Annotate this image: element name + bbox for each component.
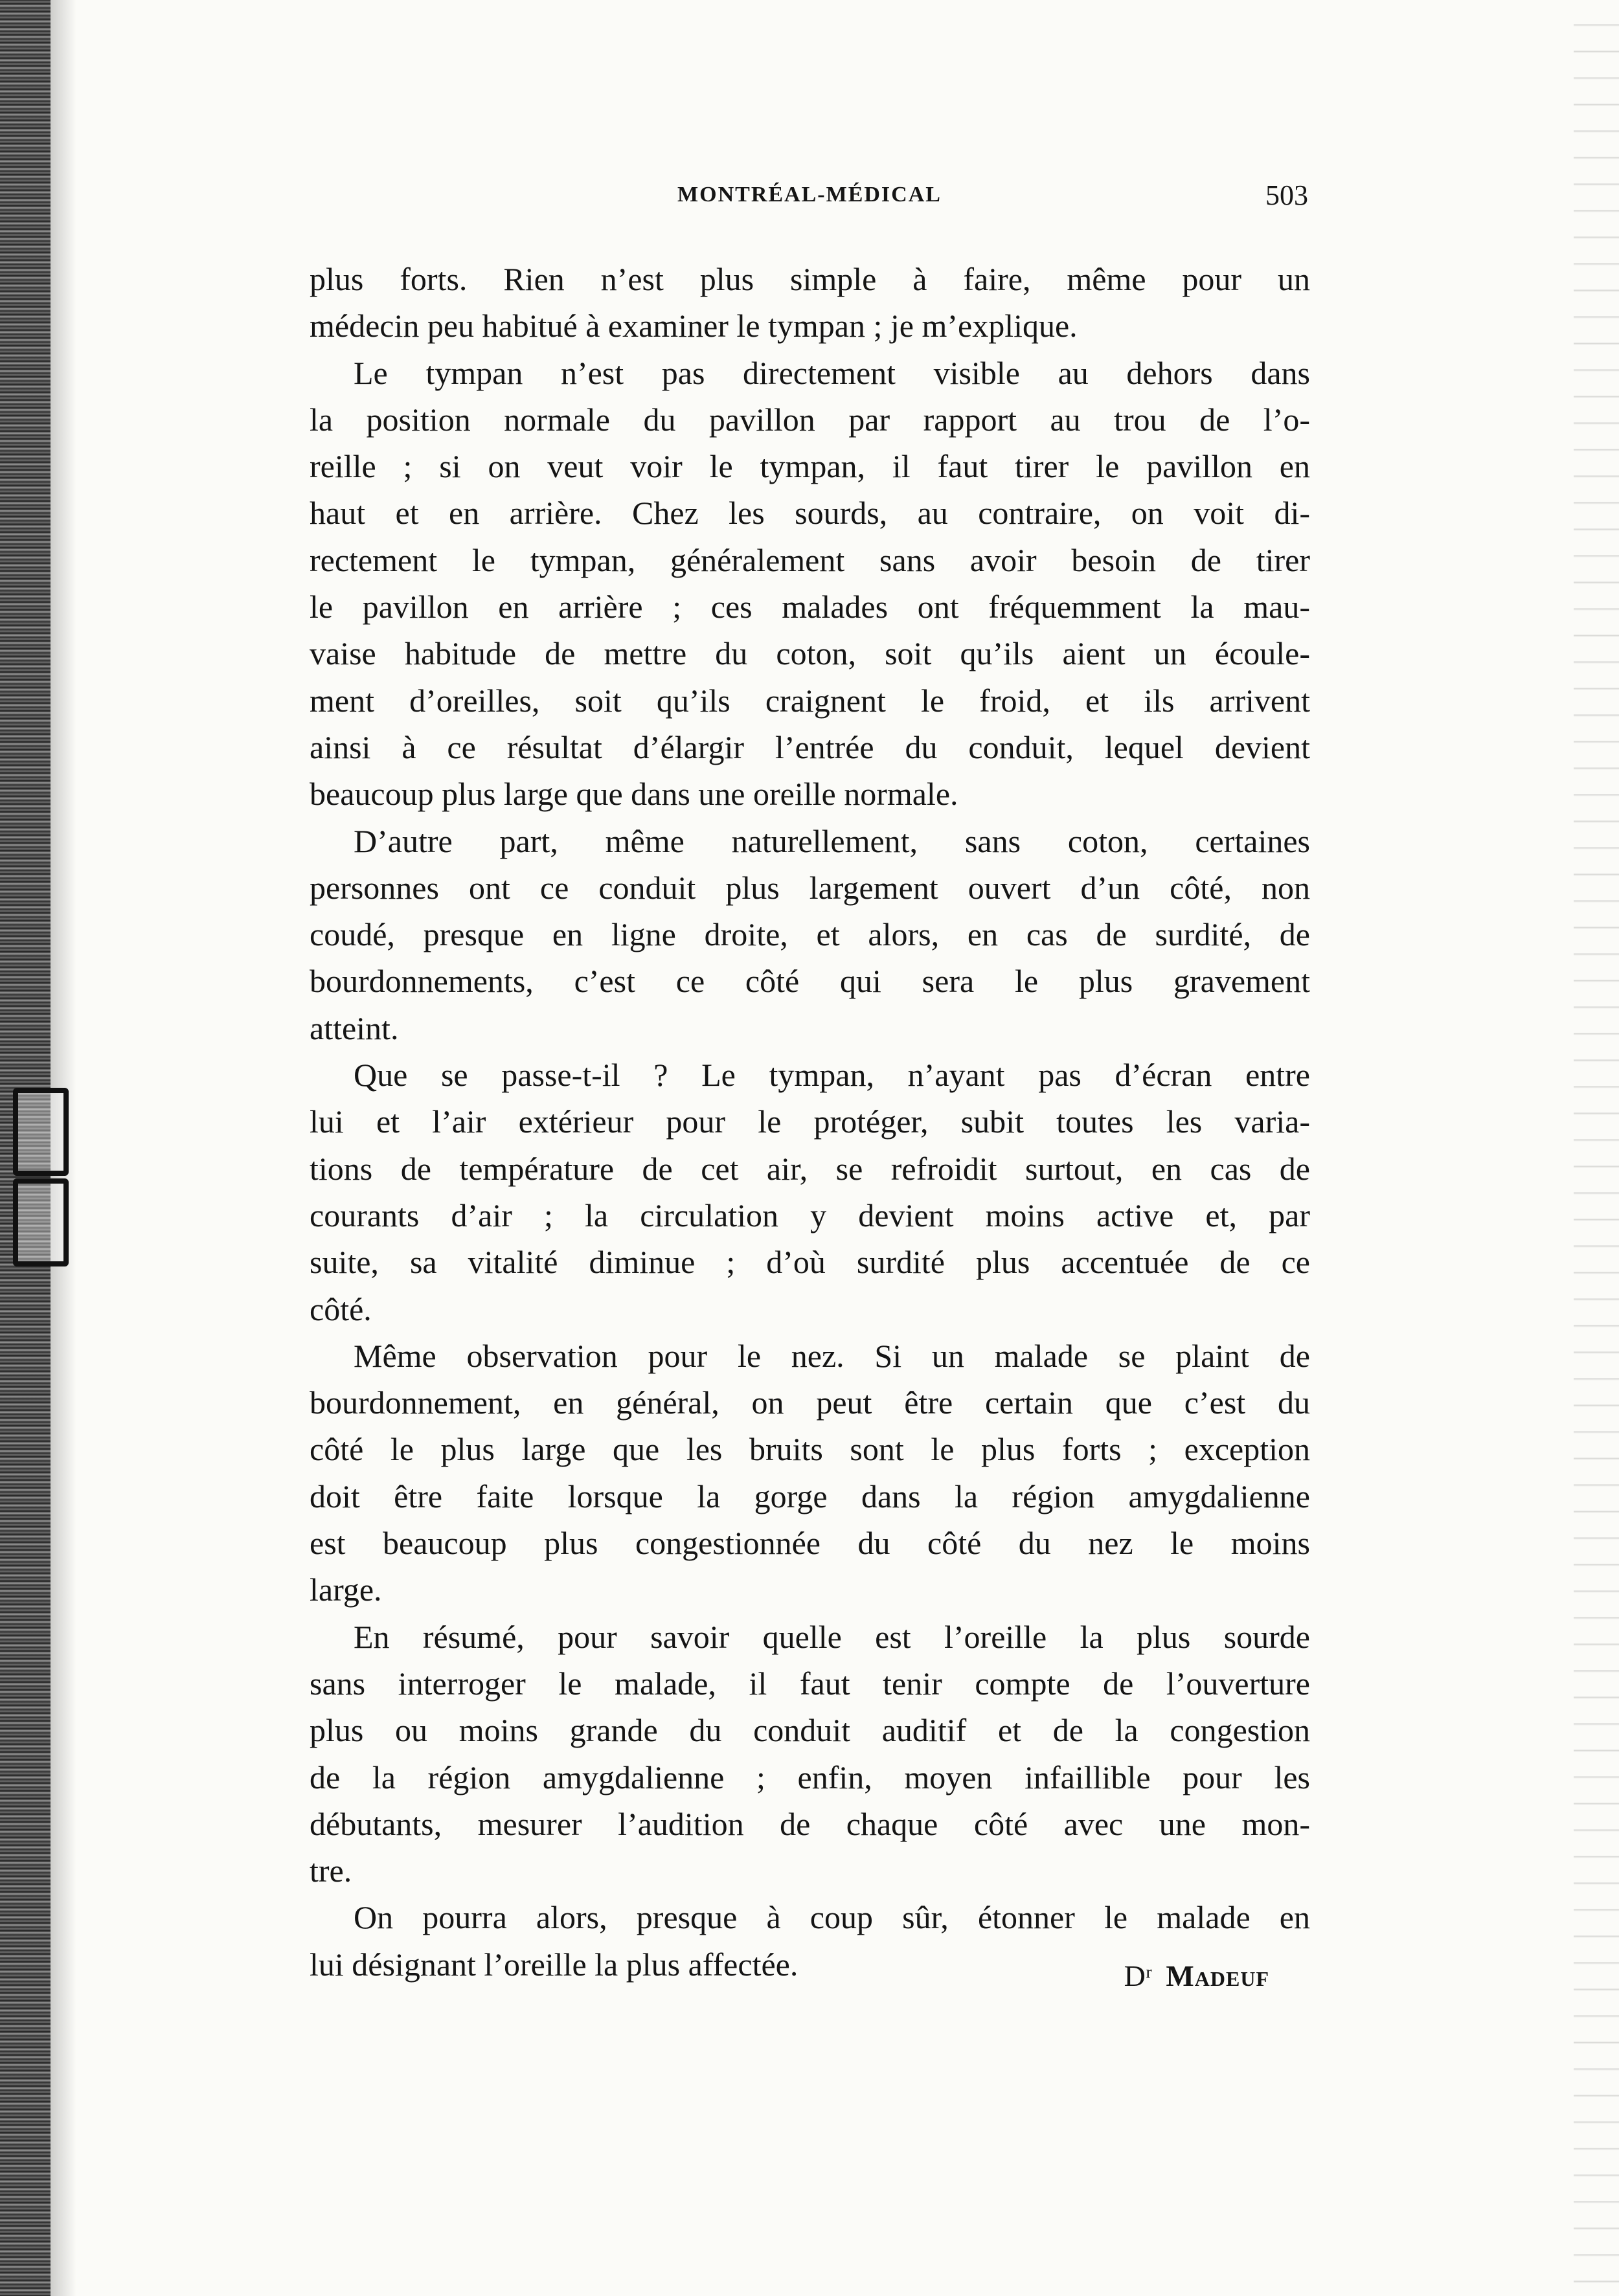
text-line: On pourra alors, presque à coup sûr, étonner le malade en: [354, 1899, 1310, 1936]
text-line: ainsi à ce résultat d’élargir l’entrée du conduit, lequel devient: [310, 728, 1310, 765]
text-line: plus forts. Rien n’est plus simple à faire, même pour un: [310, 261, 1310, 297]
text-line: tions de température de cet air, se refroidit surtout, en cas de: [310, 1150, 1310, 1187]
binder-clip: [13, 1178, 69, 1266]
text-line: suite, sa vitalité diminue ; d’où surdité plus accentuée de ce: [310, 1244, 1310, 1281]
page-header: [311, 179, 1308, 221]
text-line: bourdonnements, c’est ce côté qui sera le plus gravement: [310, 963, 1310, 1000]
text-line: doit être faite lorsque la gorge dans la région amygdalienne: [310, 1478, 1310, 1514]
text-line: vaise habitude de mettre du coton, soit qu’ils aient un écoule-: [310, 635, 1310, 672]
running-head: MONTRÉAL-MÉDICAL: [677, 183, 942, 207]
text-line: lui et l’air extérieur pour le protéger, subit toutes les varia-: [310, 1103, 1310, 1140]
text-line: personnes ont ce conduit plus largement ouvert d’un côté, non: [310, 869, 1310, 906]
text-line: lui désignant l’oreille la plus affectée.: [310, 1946, 798, 1983]
text-line: atteint.: [310, 1009, 399, 1046]
signature-title: Dʳ: [1124, 1959, 1152, 1992]
text-line: beaucoup plus large que dans une oreille normale.: [310, 776, 958, 813]
article-body: [310, 256, 1310, 1988]
text-line: reille ; si on veut voir le tympan, il faut tirer le pavillon en: [310, 448, 1310, 485]
text-line: bourdonnement, en général, on peut être certain que c’est du: [310, 1384, 1310, 1421]
text-line: Le tympan n’est pas directement visible au dehors dans: [354, 354, 1310, 391]
text-line: tre.: [310, 1852, 352, 1889]
text-line: En résumé, pour savoir quelle est l’oreille la plus sourde: [354, 1618, 1310, 1655]
author-signature: [1124, 1959, 1269, 1993]
page-edge-speckle: [1574, 0, 1619, 2296]
text-line: la position normale du pavillon par rapport au trou de l’o-: [310, 401, 1310, 438]
text-line: débutants, mesurer l’audition de chaque côté avec une mon-: [310, 1805, 1310, 1842]
text-line: sans interroger le malade, il faut tenir compte de l’ouverture: [310, 1665, 1310, 1702]
text-line: courants d’air ; la circulation y devient moins active et, par: [310, 1197, 1310, 1233]
text-line: est beaucoup plus congestionnée du côté du nez le moins: [310, 1525, 1310, 1562]
text-line: rectement le tympan, généralement sans avoir besoin de tirer: [310, 541, 1310, 578]
binder-clip: [13, 1088, 69, 1176]
text-line: le pavillon en arrière ; ces malades ont fréquemment la mau-: [310, 589, 1310, 625]
text-line: côté.: [310, 1290, 372, 1327]
text-line: coudé, presque en ligne droite, et alors, en cas de surdité, de: [310, 916, 1310, 953]
text-line: Même observation pour le nez. Si un malade se plaint de: [354, 1337, 1310, 1374]
signature-name: Madeuf: [1166, 1959, 1269, 1992]
text-line: médecin peu habitué à examiner le tympan ; je m’explique.: [310, 308, 1078, 344]
text-line: ment d’oreilles, soit qu’ils craignent le froid, et ils arrivent: [310, 682, 1310, 719]
text-line: large.: [310, 1571, 382, 1608]
text-line: plus ou moins grande du conduit auditif et de la congestion: [310, 1712, 1310, 1749]
text-line: D’autre part, même naturellement, sans coton, certaines: [354, 822, 1310, 859]
text-line: côté le plus large que les bruits sont le plus forts ; exception: [310, 1431, 1310, 1468]
page-number: 503: [1265, 179, 1308, 211]
text-line: Que se passe-t-il ? Le tympan, n’ayant pas d’écran entre: [354, 1057, 1310, 1094]
text-line: haut et en arrière. Chez les sourds, au contraire, on voit di-: [310, 495, 1310, 532]
text-line: de la région amygdalienne ; enfin, moyen infaillible pour les: [310, 1759, 1310, 1795]
